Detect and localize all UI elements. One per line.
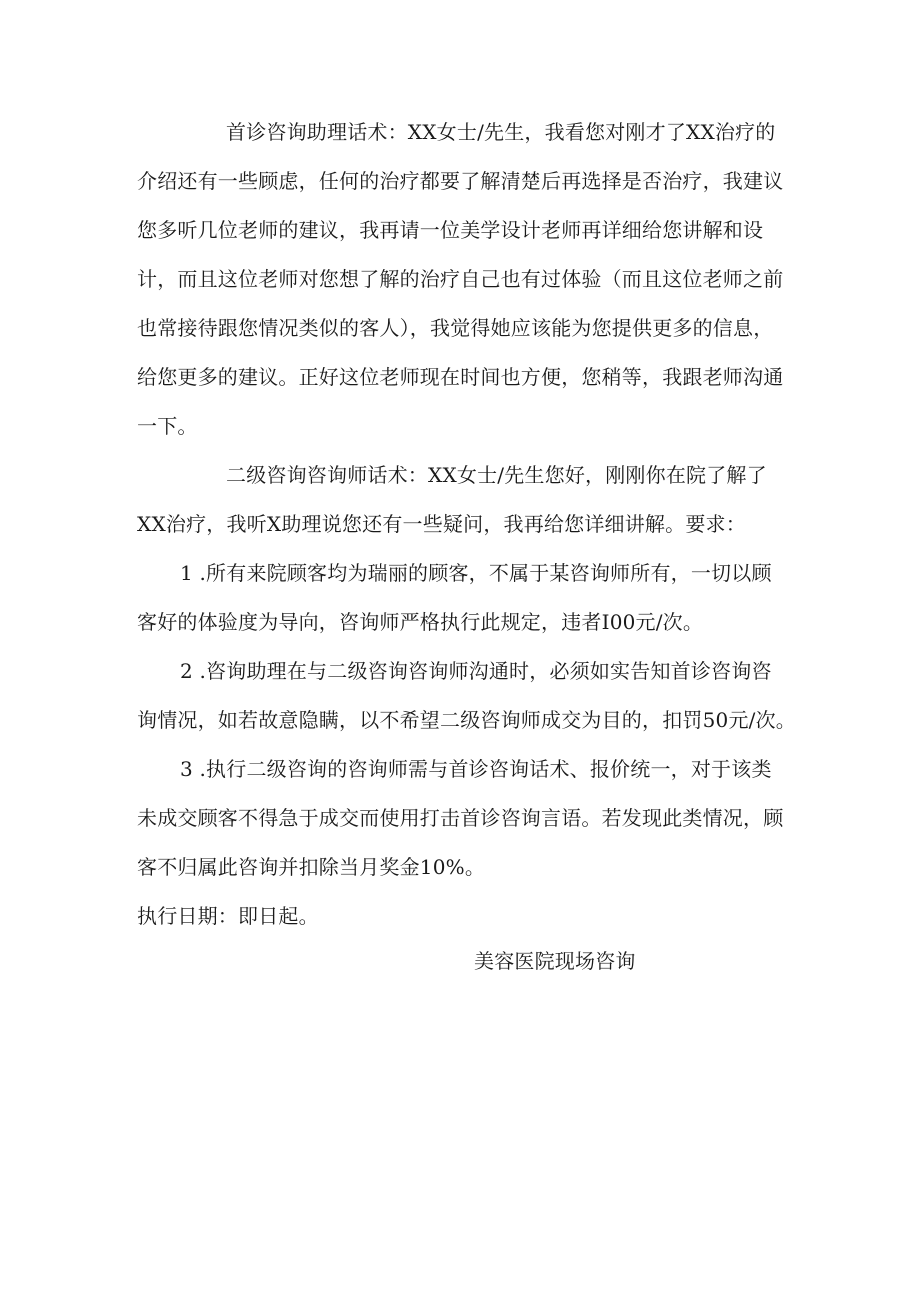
paragraph-1-line-5: 也常接待跟您情况类似的客人），我觉得她应该能为您提供更多的信息， bbox=[137, 316, 774, 340]
rule-1-line-2: 客好的体验度为导向，咨询师严格执行此规定，违者I00元/次。 bbox=[137, 610, 704, 634]
rule-3-line-2: 未成交顾客不得急于成交而使用打击首诊咨询言语。若发现此类情况，顾 bbox=[137, 806, 784, 830]
paragraph-1-line-1: 首诊咨询助理话术：XX女士/先生，我看您对刚才了XX治疗的 bbox=[226, 120, 776, 144]
paragraph-2-line-1: 二级咨询咨询师话术：XX女士/先生您好，刚刚你在院了解了 bbox=[226, 463, 767, 487]
effective-date: 执行日期：即日起。 bbox=[137, 904, 319, 928]
signature: 美容医院现场咨询 bbox=[474, 949, 636, 973]
rule-2-line-1: 2 .咨询助理在与二级咨询咨询师沟通时，必须如实告知首诊咨询咨 bbox=[180, 659, 772, 683]
paragraph-1-line-4: 计，而且这位老师对您想了解的治疗自己也有过体验（而且这位老师之前 bbox=[137, 267, 784, 291]
paragraph-2-line-2: XX治疗，我听X助理说您还有一些疑问，我再给您详细讲解。要求： bbox=[137, 512, 746, 536]
paragraph-1-line-7: 一下。 bbox=[137, 414, 198, 438]
paragraph-1-line-2: 介绍还有一些顾虑，任何的治疗都要了解清楚后再选择是否治疗，我建议 bbox=[137, 169, 784, 193]
paragraph-1-line-3: 您多听几位老师的建议，我再请一位美学设计老师再详细给您讲解和设 bbox=[137, 218, 764, 242]
rule-3-line-3: 客不归属此咨询并扣除当月奖金10%。 bbox=[137, 855, 486, 879]
paragraph-1-line-6: 给您更多的建议。正好这位老师现在时间也方便，您稍等，我跟老师沟通 bbox=[137, 365, 784, 389]
rule-2-line-2: 询情况，如若故意隐瞒，以不希望二级咨询师成交为目的，扣罚50元/次。 bbox=[137, 708, 796, 732]
rule-1-line-1: 1 .所有来院顾客均为瑞丽的顾客，不属于某咨询师所有，一切以顾 bbox=[180, 561, 772, 585]
rule-3-line-1: 3 .执行二级咨询的咨询师需与首诊咨询话术、报价统一，对于该类 bbox=[180, 757, 772, 781]
